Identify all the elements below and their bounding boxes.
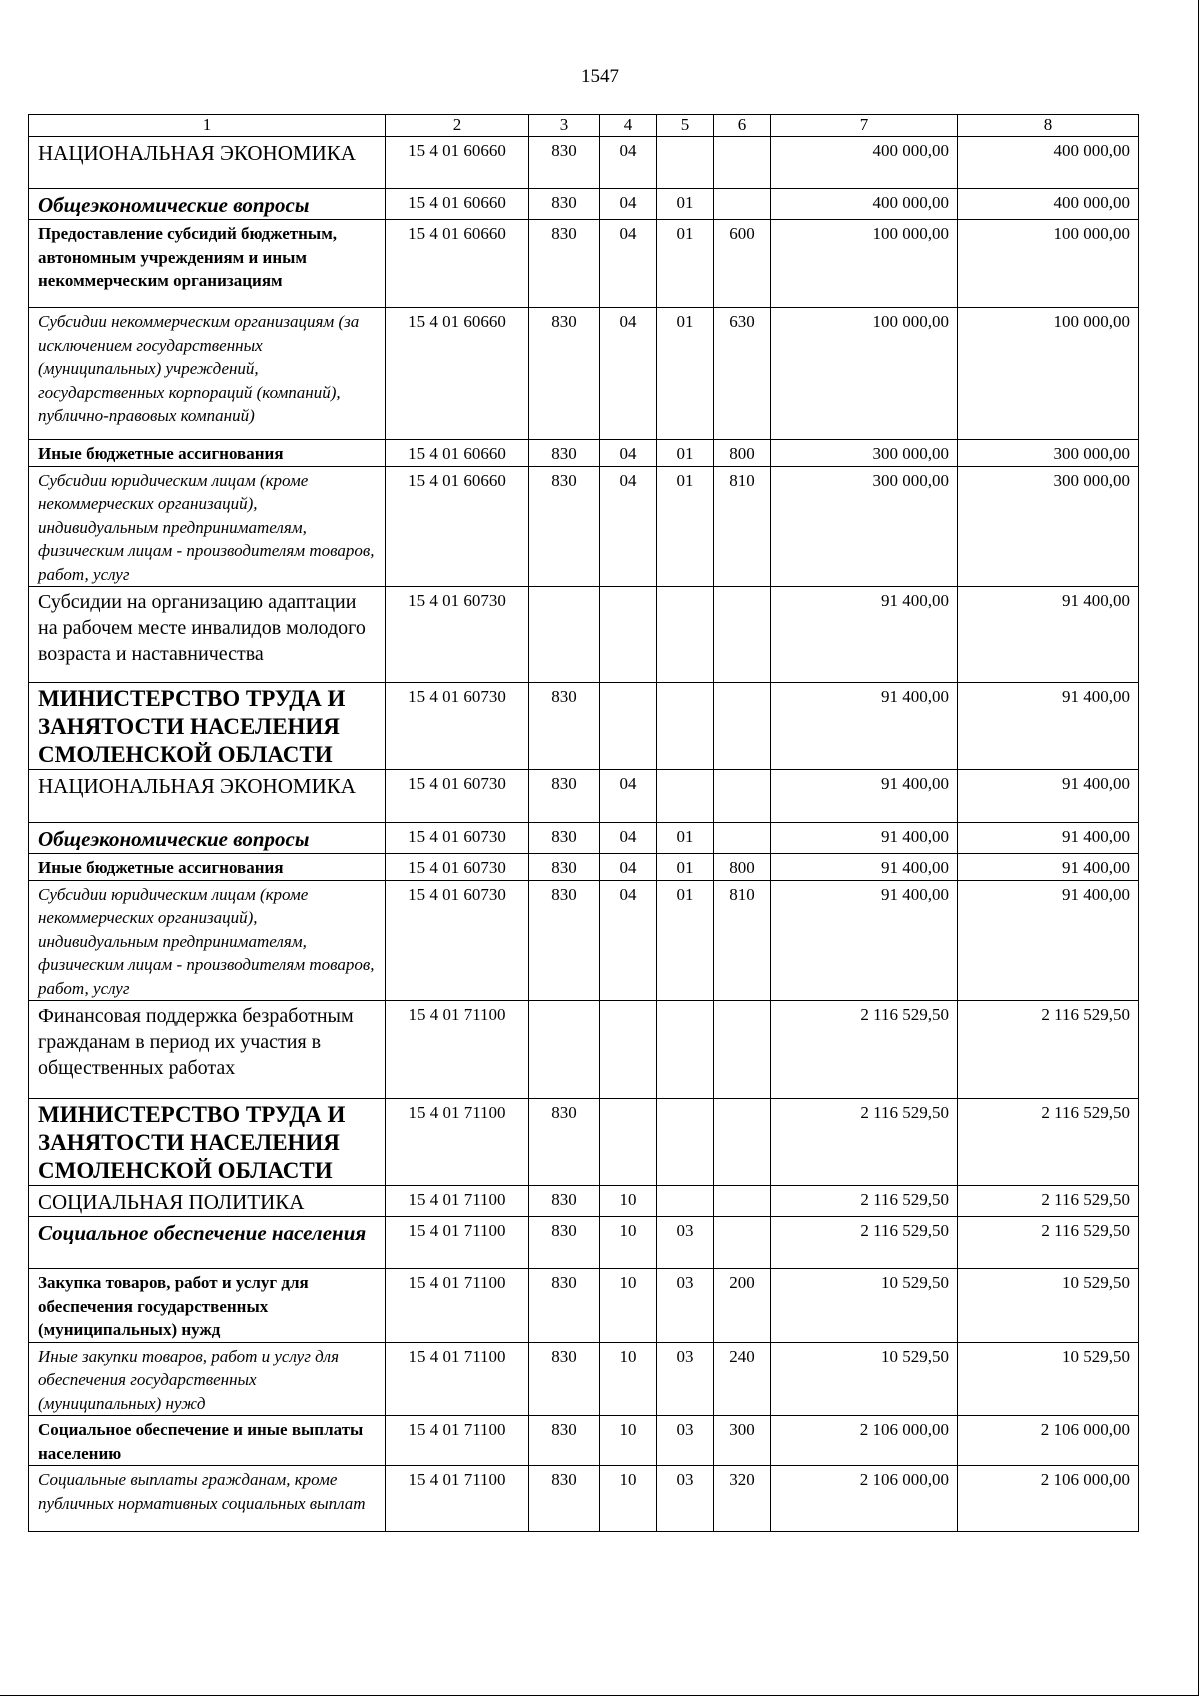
row-expense-type-code: 240: [714, 1342, 771, 1416]
row-name-text: НАЦИОНАЛЬНАЯ ЭКОНОМИКА: [38, 141, 356, 165]
row-subsection-code: 01: [657, 440, 714, 467]
column-header-1: 1: [29, 115, 386, 137]
row-target-code: 15 4 01 60660: [386, 440, 529, 467]
row-subsection-code: [657, 1186, 714, 1217]
row-name-text: Субсидии юридическим лицам (кроме некоммерческих организаций), индивидуальным предпринимателям, физическим лицам - производителям товаров, работ, услуг: [38, 470, 375, 584]
row-expense-type-code: [714, 1001, 771, 1099]
row-subsection-code: 01: [657, 308, 714, 440]
row-amount-col7: 300 000,00: [771, 466, 958, 587]
row-name: [29, 1099, 386, 1186]
row-name: [29, 440, 386, 467]
row-amount-col8: 91 400,00: [958, 854, 1139, 881]
row-amount-col8: 100 000,00: [958, 308, 1139, 440]
row-section-code: 10: [600, 1466, 657, 1532]
row-name-text: Субсидии на организацию адаптации на рабочем месте инвалидов молодого возраста и наставничества: [38, 591, 366, 665]
table-row: [29, 587, 1139, 683]
row-amount-col7: 91 400,00: [771, 587, 958, 683]
row-amount-col7: 400 000,00: [771, 189, 958, 220]
row-expense-type-code: 810: [714, 466, 771, 587]
row-name: [29, 189, 386, 220]
row-target-code: 15 4 01 60730: [386, 587, 529, 683]
table-row: [29, 770, 1139, 823]
table-row: [29, 466, 1139, 587]
row-subsection-code: 01: [657, 823, 714, 854]
row-amount-col8: 91 400,00: [958, 823, 1139, 854]
row-section-code: 04: [600, 308, 657, 440]
row-name-text: Закупка товаров, работ и услуг для обеспечения государственных (муниципальных) нужд: [38, 1273, 309, 1339]
column-header-7: 7: [771, 115, 958, 137]
page-number: 1547: [581, 66, 619, 87]
row-ministry-code: 830: [529, 1186, 600, 1217]
column-header-5: 5: [657, 115, 714, 137]
table-header-row: [29, 115, 1139, 137]
row-amount-col7: 91 400,00: [771, 823, 958, 854]
row-name-text: Субсидии некоммерческим организациям (за исключением государственных (муниципальных) учреждений, государственных корпораций (компаний), публично-правовых компаний): [38, 312, 360, 425]
row-expense-type-code: [714, 770, 771, 823]
budget-table: [28, 114, 1139, 1532]
row-subsection-code: 01: [657, 189, 714, 220]
row-expense-type-code: 300: [714, 1416, 771, 1466]
row-amount-col7: 300 000,00: [771, 440, 958, 467]
row-amount-col8: 400 000,00: [958, 137, 1139, 189]
table-row: [29, 1099, 1139, 1186]
row-amount-col8: 100 000,00: [958, 220, 1139, 308]
row-name: [29, 220, 386, 308]
row-section-code: 10: [600, 1416, 657, 1466]
row-subsection-code: [657, 1001, 714, 1099]
row-amount-col7: 2 116 529,50: [771, 1217, 958, 1269]
row-expense-type-code: [714, 1099, 771, 1186]
row-section-code: 10: [600, 1269, 657, 1343]
row-section-code: 04: [600, 440, 657, 467]
row-amount-col8: 300 000,00: [958, 466, 1139, 587]
row-amount-col8: 300 000,00: [958, 440, 1139, 467]
row-section-code: 04: [600, 466, 657, 587]
table-row: [29, 823, 1139, 854]
row-ministry-code: 830: [529, 823, 600, 854]
row-ministry-code: 830: [529, 189, 600, 220]
table-row: [29, 854, 1139, 881]
row-amount-col7: 10 529,50: [771, 1342, 958, 1416]
row-target-code: 15 4 01 71100: [386, 1217, 529, 1269]
row-expense-type-code: [714, 587, 771, 683]
row-subsection-code: 03: [657, 1269, 714, 1343]
table-row: [29, 880, 1139, 1001]
row-name: [29, 1001, 386, 1099]
row-ministry-code: 830: [529, 880, 600, 1001]
table-row: [29, 308, 1139, 440]
row-ministry-code: 830: [529, 137, 600, 189]
row-ministry-code: 830: [529, 1466, 600, 1532]
row-name: [29, 770, 386, 823]
row-name-text: Общеэкономические вопросы: [38, 827, 310, 851]
table-row: [29, 189, 1139, 220]
row-name-text: Финансовая поддержка безработным гражданам в период их участия в общественных работах: [38, 1005, 354, 1079]
table-row: [29, 137, 1139, 189]
row-section-code: 04: [600, 770, 657, 823]
row-section-code: 04: [600, 189, 657, 220]
row-name-text: Предоставление субсидий бюджетным, автономным учреждениям и иным некоммерческим организациям: [38, 224, 338, 290]
row-target-code: 15 4 01 60730: [386, 823, 529, 854]
row-target-code: 15 4 01 60660: [386, 137, 529, 189]
row-ministry-code: 830: [529, 1342, 600, 1416]
row-amount-col8: 2 116 529,50: [958, 1001, 1139, 1099]
row-expense-type-code: [714, 1217, 771, 1269]
row-section-code: [600, 587, 657, 683]
row-ministry-code: [529, 587, 600, 683]
row-expense-type-code: [714, 683, 771, 770]
row-target-code: 15 4 01 71100: [386, 1269, 529, 1343]
row-section-code: 04: [600, 823, 657, 854]
row-expense-type-code: 800: [714, 440, 771, 467]
row-amount-col8: 2 106 000,00: [958, 1416, 1139, 1466]
row-target-code: 15 4 01 60730: [386, 880, 529, 1001]
row-amount-col7: 2 106 000,00: [771, 1466, 958, 1532]
row-target-code: 15 4 01 60730: [386, 683, 529, 770]
row-amount-col8: 91 400,00: [958, 880, 1139, 1001]
row-subsection-code: [657, 137, 714, 189]
row-amount-col8: 2 116 529,50: [958, 1186, 1139, 1217]
row-subsection-code: 03: [657, 1416, 714, 1466]
row-name-text: СОЦИАЛЬНАЯ ПОЛИТИКА: [38, 1190, 305, 1214]
row-amount-col8: 2 116 529,50: [958, 1217, 1139, 1269]
row-name: [29, 1269, 386, 1343]
row-target-code: 15 4 01 71100: [386, 1186, 529, 1217]
row-target-code: 15 4 01 60660: [386, 308, 529, 440]
row-target-code: 15 4 01 60660: [386, 189, 529, 220]
column-header-2: 2: [386, 115, 529, 137]
row-expense-type-code: 800: [714, 854, 771, 881]
table-row: [29, 1342, 1139, 1416]
row-target-code: 15 4 01 60660: [386, 220, 529, 308]
row-name: [29, 587, 386, 683]
table-row: [29, 1269, 1139, 1343]
row-subsection-code: 03: [657, 1466, 714, 1532]
row-amount-col8: 400 000,00: [958, 189, 1139, 220]
row-ministry-code: 830: [529, 466, 600, 587]
row-ministry-code: 830: [529, 770, 600, 823]
row-subsection-code: [657, 587, 714, 683]
table-body: [29, 115, 1139, 1532]
row-name: [29, 880, 386, 1001]
row-subsection-code: 03: [657, 1217, 714, 1269]
row-section-code: [600, 1001, 657, 1099]
row-name-text: Социальные выплаты гражданам, кроме публичных нормативных социальных выплат: [38, 1470, 366, 1513]
row-name-text: НАЦИОНАЛЬНАЯ ЭКОНОМИКА: [38, 774, 356, 798]
row-amount-col7: 2 106 000,00: [771, 1416, 958, 1466]
row-name: [29, 823, 386, 854]
row-section-code: 04: [600, 854, 657, 881]
row-expense-type-code: 600: [714, 220, 771, 308]
row-name: [29, 1466, 386, 1532]
row-ministry-code: 830: [529, 1269, 600, 1343]
row-target-code: 15 4 01 60660: [386, 466, 529, 587]
row-amount-col7: 10 529,50: [771, 1269, 958, 1343]
row-target-code: 15 4 01 71100: [386, 1099, 529, 1186]
column-header-4: 4: [600, 115, 657, 137]
row-name-text: Субсидии юридическим лицам (кроме некоммерческих организаций), индивидуальным предпринимателям, физическим лицам - производителям товаров, работ, услуг: [38, 884, 375, 998]
row-target-code: 15 4 01 60730: [386, 854, 529, 881]
row-expense-type-code: 200: [714, 1269, 771, 1343]
row-target-code: 15 4 01 71100: [386, 1001, 529, 1099]
row-name-text: МИНИСТЕРСТВО ТРУДА И ЗАНЯТОСТИ НАСЕЛЕНИЯ СМОЛЕНСКОЙ ОБЛАСТИ: [38, 686, 346, 767]
table-row: [29, 1466, 1139, 1532]
row-section-code: [600, 683, 657, 770]
row-amount-col7: 91 400,00: [771, 854, 958, 881]
row-section-code: 10: [600, 1342, 657, 1416]
row-subsection-code: 03: [657, 1342, 714, 1416]
row-amount-col8: 2 116 529,50: [958, 1099, 1139, 1186]
row-expense-type-code: 810: [714, 880, 771, 1001]
row-name: [29, 1217, 386, 1269]
row-name: [29, 466, 386, 587]
row-subsection-code: 01: [657, 466, 714, 587]
table-row: [29, 683, 1139, 770]
column-header-3: 3: [529, 115, 600, 137]
row-section-code: 04: [600, 137, 657, 189]
row-ministry-code: 830: [529, 308, 600, 440]
row-section-code: 10: [600, 1217, 657, 1269]
row-ministry-code: 830: [529, 1416, 600, 1466]
table-row: [29, 220, 1139, 308]
row-subsection-code: 01: [657, 880, 714, 1001]
row-ministry-code: [529, 1001, 600, 1099]
row-section-code: [600, 1099, 657, 1186]
table-row: [29, 1217, 1139, 1269]
row-amount-col7: 2 116 529,50: [771, 1186, 958, 1217]
row-name: [29, 683, 386, 770]
row-ministry-code: 830: [529, 854, 600, 881]
row-amount-col7: 91 400,00: [771, 880, 958, 1001]
row-amount-col7: 91 400,00: [771, 683, 958, 770]
row-name-text: Общеэкономические вопросы: [38, 193, 310, 217]
row-target-code: 15 4 01 71100: [386, 1342, 529, 1416]
table-row: [29, 1001, 1139, 1099]
row-name-text: Иные бюджетные ассигнования: [38, 858, 284, 877]
row-expense-type-code: [714, 189, 771, 220]
row-amount-col7: 100 000,00: [771, 308, 958, 440]
row-expense-type-code: 630: [714, 308, 771, 440]
row-amount-col8: 10 529,50: [958, 1342, 1139, 1416]
row-subsection-code: [657, 1099, 714, 1186]
row-name: [29, 137, 386, 189]
row-target-code: 15 4 01 60730: [386, 770, 529, 823]
row-name: [29, 308, 386, 440]
row-expense-type-code: [714, 137, 771, 189]
row-subsection-code: [657, 770, 714, 823]
row-subsection-code: 01: [657, 220, 714, 308]
table-row: [29, 1416, 1139, 1466]
row-amount-col8: 91 400,00: [958, 587, 1139, 683]
row-name-text: Иные закупки товаров, работ и услуг для обеспечения государственных (муниципальных) нужд: [38, 1346, 339, 1413]
row-subsection-code: 01: [657, 854, 714, 881]
column-header-6: 6: [714, 115, 771, 137]
row-ministry-code: 830: [529, 1099, 600, 1186]
row-amount-col8: 91 400,00: [958, 770, 1139, 823]
table-row: [29, 1186, 1139, 1217]
row-section-code: 04: [600, 880, 657, 1001]
row-name-text: Социальное обеспечение населения: [38, 1221, 367, 1245]
row-section-code: 04: [600, 220, 657, 308]
row-ministry-code: 830: [529, 220, 600, 308]
row-expense-type-code: [714, 1186, 771, 1217]
row-expense-type-code: 320: [714, 1466, 771, 1532]
row-section-code: 10: [600, 1186, 657, 1217]
row-amount-col7: 2 116 529,50: [771, 1001, 958, 1099]
row-name: [29, 1342, 386, 1416]
row-expense-type-code: [714, 823, 771, 854]
row-ministry-code: 830: [529, 440, 600, 467]
row-subsection-code: [657, 683, 714, 770]
row-target-code: 15 4 01 71100: [386, 1466, 529, 1532]
column-header-8: 8: [958, 115, 1139, 137]
row-name: [29, 854, 386, 881]
row-amount-col8: 2 106 000,00: [958, 1466, 1139, 1532]
table-row: [29, 440, 1139, 467]
row-name: [29, 1416, 386, 1466]
row-amount-col7: 91 400,00: [771, 770, 958, 823]
row-amount-col7: 100 000,00: [771, 220, 958, 308]
row-name-text: МИНИСТЕРСТВО ТРУДА И ЗАНЯТОСТИ НАСЕЛЕНИЯ СМОЛЕНСКОЙ ОБЛАСТИ: [38, 1102, 346, 1183]
row-amount-col8: 10 529,50: [958, 1269, 1139, 1343]
row-name: [29, 1186, 386, 1217]
row-amount-col8: 91 400,00: [958, 683, 1139, 770]
row-target-code: 15 4 01 71100: [386, 1416, 529, 1466]
row-ministry-code: 830: [529, 1217, 600, 1269]
row-name-text: Социальное обеспечение и иные выплаты населению: [38, 1420, 364, 1463]
row-amount-col7: 400 000,00: [771, 137, 958, 189]
row-name-text: Иные бюджетные ассигнования: [38, 444, 284, 463]
row-amount-col7: 2 116 529,50: [771, 1099, 958, 1186]
row-ministry-code: 830: [529, 683, 600, 770]
